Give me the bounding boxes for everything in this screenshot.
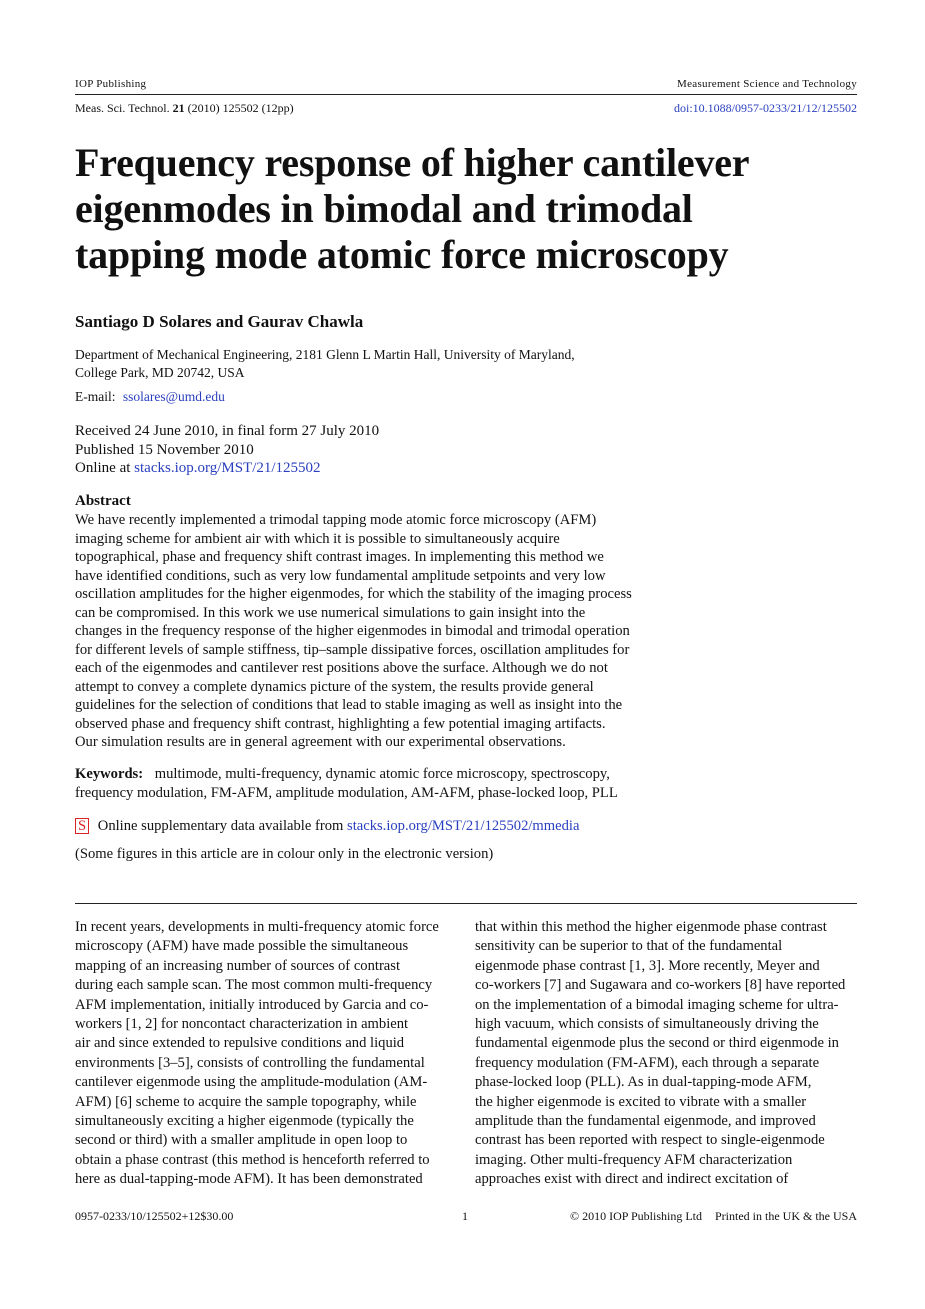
abstract-line: for different levels of sample stiffness, tip–sample dissipative forces, oscillation amplitudes for	[75, 641, 630, 658]
body-line: frequency modulation (FM-AFM), each through a separate	[475, 1054, 820, 1071]
abstract-line: guidelines for the selection of conditions that lead to stable imaging as well as insight into the	[75, 697, 623, 713]
body-right-column	[475, 918, 857, 1190]
body-line: obtain a phase contrast (this method is henceforth referred to	[75, 1151, 430, 1168]
online-line: Online at stacks.iop.org/MST/21/125502	[75, 460, 321, 476]
abstract-line: can be compromised. In this work we use numerical simulations to gain insight into the	[75, 604, 586, 621]
body-line: fundamental eigenmode plus the second or third eigenmode in	[475, 1035, 839, 1052]
body-line: eigenmode phase contrast [1, 3]. More recently, Meyer and	[475, 957, 820, 974]
abstract-line: each of the eigenmodes and cantilever rest positions above the surface. Although we do not	[75, 660, 608, 676]
title-line: Frequency response of higher cantilever	[75, 140, 750, 185]
received-date: Received 24 June 2010, in final form 27 July 2010	[75, 423, 380, 439]
body-line: air and since extended to repulsive conditions and liquid	[75, 1035, 405, 1052]
doi-link[interactable]: doi:10.1088/0957-0233/21/12/125502	[674, 101, 857, 115]
body-line: AFM implementation, initially introduced by Garcia and co-	[75, 996, 429, 1013]
body-line: simultaneously exciting a higher eigenmode (typically the	[75, 1113, 414, 1130]
journal-name: Measurement Science and Technology	[677, 78, 857, 90]
title-line: tapping mode atomic force microscopy	[75, 232, 729, 277]
body-line: that within this method the higher eigenmode phase contrast	[475, 919, 827, 935]
header-rule	[75, 94, 857, 95]
article-title	[75, 140, 875, 278]
supplementary-link[interactable]: stacks.iop.org/MST/21/125502/mmedia	[347, 818, 580, 834]
abstract-line: attempt to convey a complete dynamics picture of the system, the results provide general	[75, 678, 594, 695]
body-line: In recent years, developments in multi-frequency atomic force	[75, 919, 439, 935]
colour-note: (Some figures in this article are in colour only in the electronic version)	[75, 846, 494, 862]
body-line: amplitude than the fundamental eigenmode, and improved	[475, 1113, 816, 1130]
abstract-line: imaging scheme for ambient air with which it is possible to simultaneously acquire	[75, 530, 560, 547]
email-line: E-mail: ssolares@umd.edu	[75, 389, 225, 404]
body-line: cantilever eigenmode using the amplitude-modulation (AM-	[75, 1074, 428, 1091]
footer-copyright: © 2010 IOP Publishing Ltd Printed in the UK & the USA	[569, 1209, 857, 1223]
body-line: microscopy (AFM) have made possible the simultaneous	[75, 938, 409, 955]
footer-code: 0957-0233/10/125502+12$30.00	[75, 1209, 234, 1223]
abstract-line: changes in the frequency response of the higher eigenmodes in bimodal and trimodal operation	[75, 623, 630, 639]
abstract-line: We have recently implemented a trimodal tapping mode atomic force microscopy (AFM)	[75, 512, 597, 528]
section-rule	[75, 903, 857, 904]
keywords-label: Keywords:	[75, 766, 144, 782]
body-line: second or third) with a smaller amplitude in open loop to	[75, 1132, 408, 1149]
body-line: approaches exist with direct and indirect excitation of	[475, 1171, 789, 1188]
body-line: environments [3–5], consists of controlling the fundamental	[75, 1054, 425, 1071]
body-line: sensitivity can be superior to that of the fundamental	[475, 938, 783, 955]
publisher-label: IOP Publishing	[75, 78, 147, 90]
body-line: imaging. Other multi-frequency AFM characterization	[475, 1151, 793, 1168]
abstract-heading: Abstract	[75, 493, 131, 509]
body-line: AFM) [6] scheme to acquire the sample topography, while	[75, 1093, 417, 1110]
abstract-line: topographical, phase and frequency shift contrast images. In implementing this method we	[75, 549, 604, 565]
body-line: high vacuum, which consists of simultaneously driving the	[475, 1016, 819, 1033]
abstract-line: have identified conditions, such as very low fundamental amplitude setpoints and very low	[75, 567, 606, 584]
online-url-link[interactable]: stacks.iop.org/MST/21/125502	[134, 460, 321, 476]
body-line: phase-locked loop (PLL). As in dual-tapping-mode AFM,	[475, 1074, 812, 1091]
email-link[interactable]: ssolares@umd.edu	[122, 389, 225, 404]
page-number: 1	[462, 1209, 468, 1223]
body-left-column	[75, 918, 457, 1190]
abstract-line: Our simulation results are in general agreement with our experimental observations.	[75, 734, 566, 750]
abstract-body	[75, 511, 665, 752]
title-line: eigenmodes in bimodal and trimodal	[75, 186, 693, 231]
body-line: the higher eigenmode is excited to vibrate with a smaller	[475, 1093, 807, 1110]
published-date: Published 15 November 2010	[75, 441, 254, 458]
body-line: during each sample scan. The most common multi-frequency	[75, 977, 433, 994]
abstract-line: observed phase and frequency shift contrast, highlighting a few potential imaging artifacts.	[75, 715, 606, 732]
keywords: Keywords: multimode, multi-frequency, dynamic atomic force microscopy, spectroscopy, frequency modulation, FM-AFM, amplitude modulation, AM-AFM, phase-locked loop, PLL	[75, 766, 618, 801]
body-line: here as dual-tapping-mode AFM). It has been demonstrated	[75, 1171, 423, 1188]
body-line: on the implementation of a bimodal imaging scheme for ultra-	[475, 996, 839, 1013]
supplementary-note: S Online supplementary data available from stacks.iop.org/MST/21/125502/mmedia	[75, 818, 579, 835]
abstract-line: oscillation amplitudes for the higher eigenmodes, for which the stability of the imaging process	[75, 586, 632, 602]
supplementary-icon[interactable]: S	[75, 818, 89, 834]
publication-dates	[75, 422, 379, 478]
authors: Santiago D Solares and Gaurav Chawla	[75, 312, 364, 331]
body-line: co-workers [7] and Sugawara and co-workers [8] have reported	[475, 977, 846, 994]
body-line: mapping of an increasing number of sources of contrast	[75, 957, 401, 974]
body-line: contrast has been reported with respect to single-eigenmode	[475, 1132, 825, 1149]
body-line: workers [1, 2] for noncontact characterization in ambient	[75, 1016, 409, 1033]
affiliation: Department of Mechanical Engineering, 2181 Glenn L Martin Hall, University of Maryland, College Park, MD 20742, USA E-mail: ssolares@umd.edu	[75, 347, 575, 404]
citation: Meas. Sci. Technol. 21 (2010) 125502 (12pp)	[75, 101, 294, 115]
